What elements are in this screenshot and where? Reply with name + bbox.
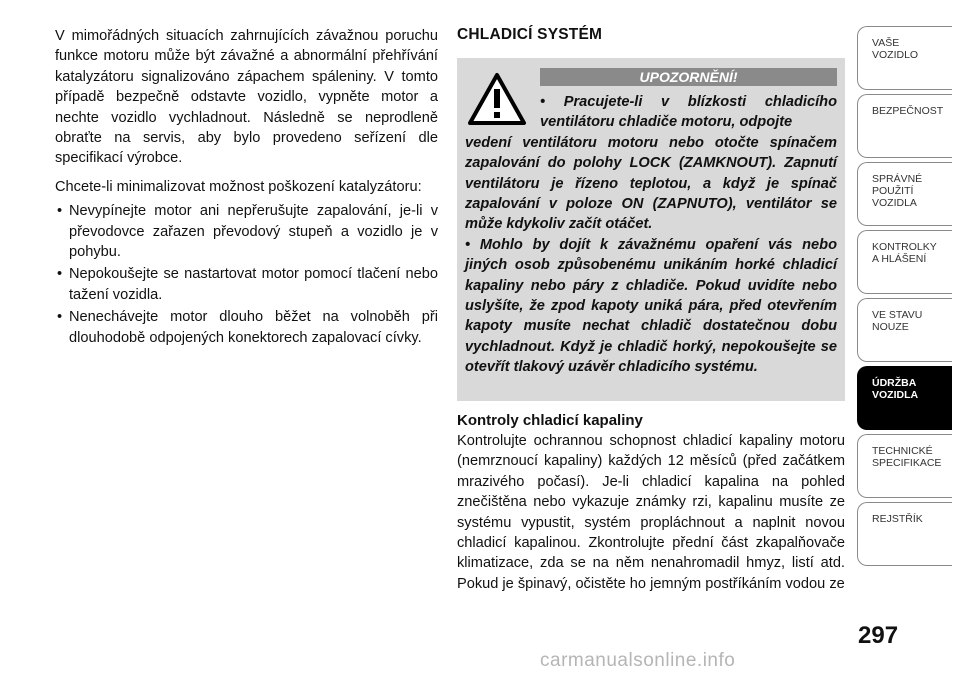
left-column (55, 26, 438, 350)
tab-emergency[interactable]: VE STAVU NOUZE (857, 298, 952, 362)
section-title: CHLADICÍ SYSTÉM (457, 26, 603, 43)
list-item: • Nevypínejte motor ani nepřerušujte zapalování, je-li v převodovce zařazen převodový stupeň a vozidlo je v pohybu. (55, 201, 438, 262)
paragraph-coolant-checks: Kontrolujte ochrannou schopnost chladicí kapaliny motoru (nemrznoucí kapaliny) každých 12 měsíců (před začátkem mrazivého počasí). Je-li chladicí kapalina na pohled znečištěna nebo vykazuje známky rzi, kapalinu musíte ze systému vypustit, systém propláchnout a naplnit novou chladicí kapalinou. Zkontrolujte přední část zkapalňovače klimatizace, zda se na něm nenahromadil hmyz, listí atd. Pokud je špinavý, očistěte ho jemným postříkáním vodou ze (457, 433, 845, 592)
tab-indicators[interactable]: KONTROLKY A HLÁŠENÍ (857, 230, 952, 294)
catalyst-bullet-list (55, 201, 438, 348)
list-item: • Nepokoušejte se nastartovat motor pomocí tlačení nebo tažení vozidla. (55, 264, 438, 305)
warning-item-fan-continued: vedení ventilátoru motoru nebo otočte spínačem zapalování do polohy LOCK (ZAMKNOUT). Zapnutí ventilátoru je řízeno teplotou, a když je spínač zapalování v poloze ON (ZAPNUTO), ventilátor se může kdykoliv začít otáčet. (465, 134, 837, 233)
subheading-coolant-checks: Kontroly chladicí kapaliny (457, 412, 643, 429)
list-item: • Nenechávejte motor dlouho běžet na volnoběh při dlouhodobě odpojených konektorech zapalovací cívky. (55, 307, 438, 348)
right-column (457, 26, 845, 594)
warning-item-scald: • Mohlo by dojít k závažnému opaření vás nebo jiných osob způsobenému unikáním horké chladicí kapaliny nebo páry z chladiče. Pokud uvidíte nebo uslyšíte, že zpod kapoty uniká pára, před otevřením kapoty musíte nechat chladič dostatečnou dobu vychladnout. Když je chladič horký, nepokoušejte se otevřít tlakový uzávěr chladicího systému. (465, 236, 837, 376)
tab-safety[interactable]: BEZPEČNOST (857, 94, 952, 158)
tab-maintenance[interactable]: ÚDRŽBA VOZIDLA (857, 366, 952, 430)
warning-item-fan: • Pracujete-li v blízkosti chladicího ventilátoru chladiče motoru, odpojte (540, 94, 837, 131)
warning-box (457, 58, 845, 401)
paragraph-catalyst-overheat: V mimořádných situacích zahrnujících závažnou poruchu funkce motoru může být závažné a abnormální přehřívání katalyzátoru signalizováno zápachem spáleniny. V tomto případě bezpečně odstavte vozidlo, vypněte motor a nechte vozidlo vychladnout. Následně se neprodleně obraťte na servis, aby bylo provedeno seřízení dle specifikací výrobce. (55, 28, 438, 167)
tab-your-vehicle[interactable]: VAŠE VOZIDLO (857, 26, 952, 90)
page-number: 297 (858, 622, 899, 649)
paragraph-catalyst-intro: Chcete-li minimalizovat možnost poškození katalyzátoru: (55, 178, 422, 195)
tab-vehicle-operation[interactable]: SPRÁVNÉ POUŽITÍ VOZIDLA (857, 162, 952, 226)
warning-triangle-icon (467, 72, 527, 126)
tab-index[interactable]: REJSTŘÍK (857, 502, 952, 566)
warning-header: UPOZORNĚNÍ! (540, 68, 837, 86)
watermark: carmanualsonline.info (540, 650, 736, 671)
chapter-tabs (857, 26, 952, 570)
tab-specifications[interactable]: TECHNICKÉ SPECIFIKACE (857, 434, 952, 498)
